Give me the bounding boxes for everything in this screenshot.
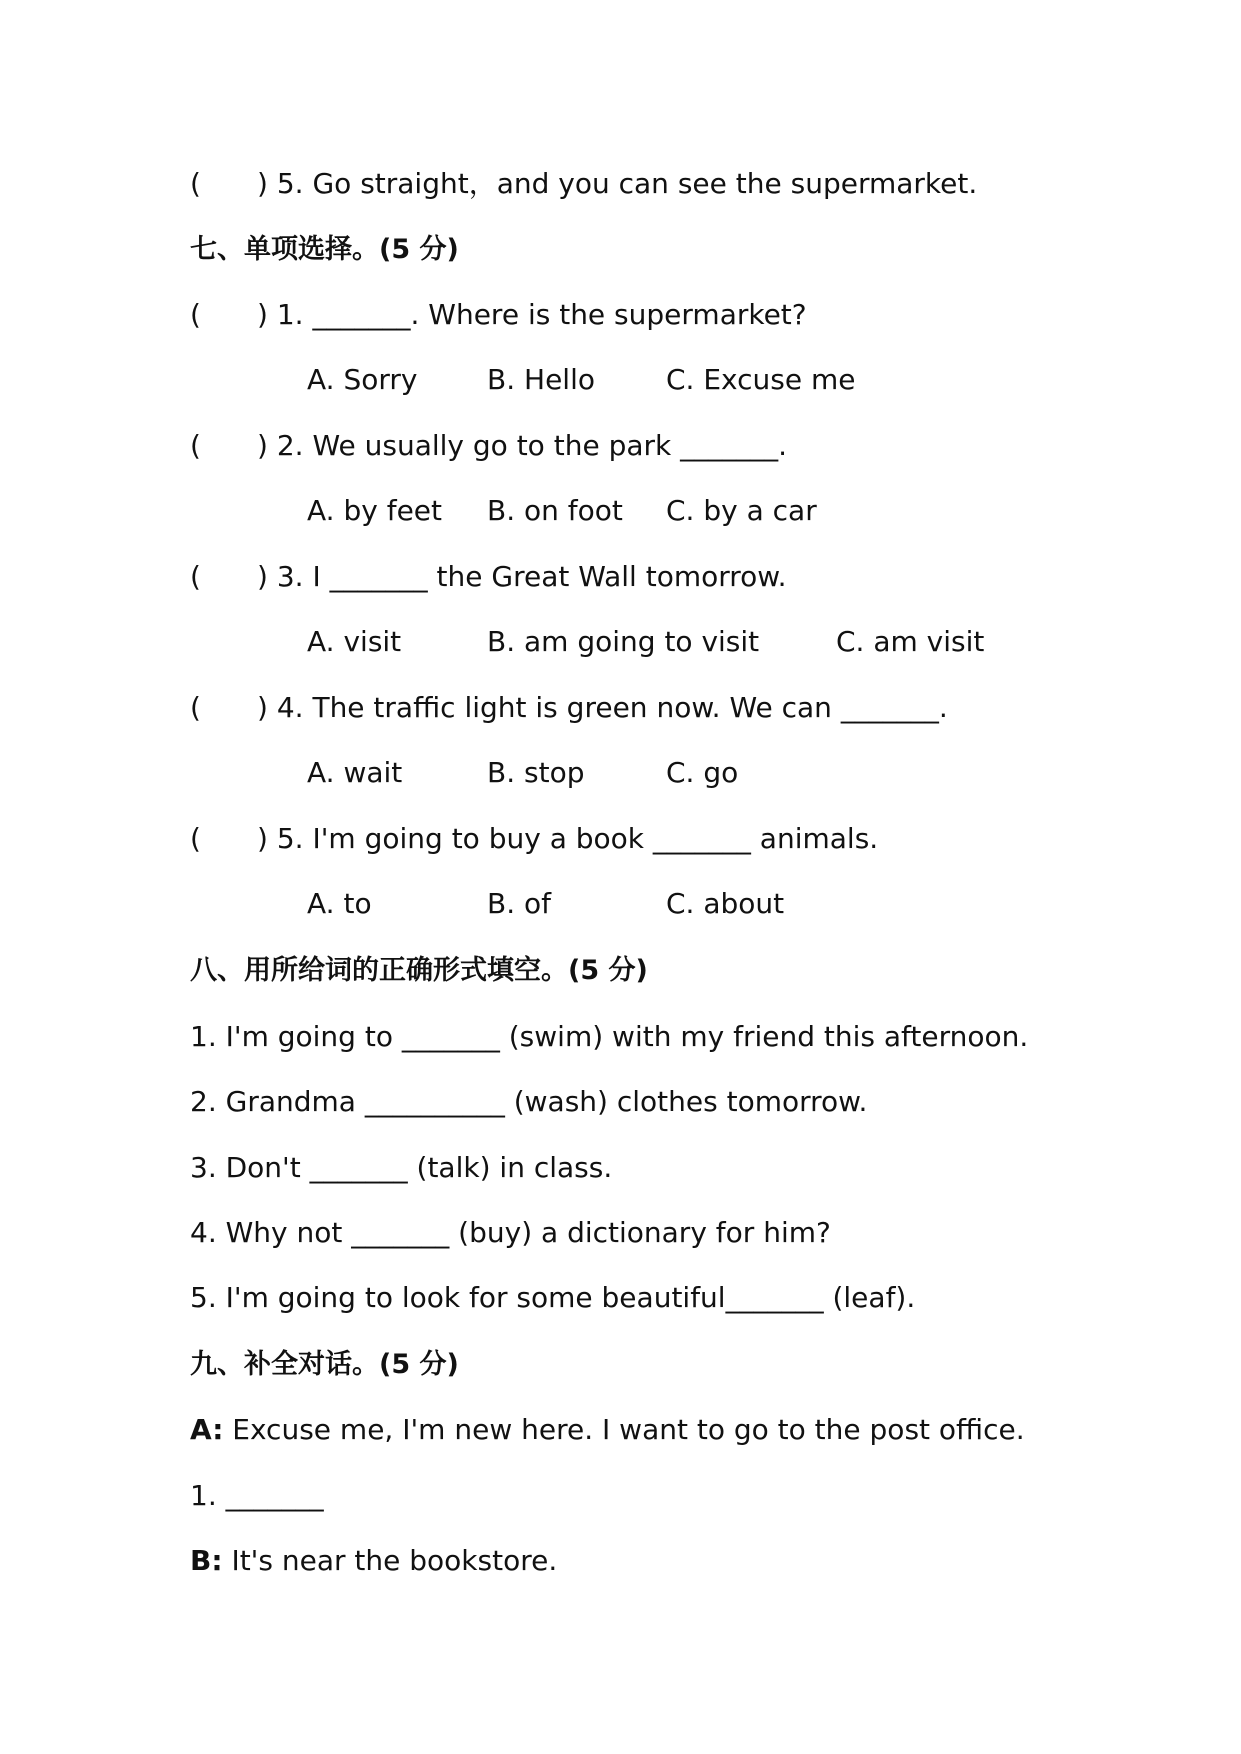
question-line [190,821,878,857]
option: A. by feet [307,494,442,527]
question-text: 3. I _______ the Great Wall tomorrow. [276,560,787,593]
section-7-title: 七、单项选择。(5 分) [190,234,459,265]
answer-bracket[interactable] [190,821,257,857]
option: C. Excuse me [666,363,856,396]
fill-item: 3. Don't _______ (talk) in class. [190,1151,613,1184]
option: B. of [487,887,551,920]
question-line [190,690,948,726]
answer-bracket[interactable] [190,428,257,464]
dialogue-line [190,1543,557,1579]
question-text: 2. We usually go to the park _______. [276,429,788,462]
question-line [190,297,807,333]
bracket-open: ( [190,822,201,855]
option: C. about [666,887,785,920]
bracket-close: ) [257,691,268,724]
option: C. am visit [836,625,985,658]
option: C. go [666,756,739,789]
bracket-open: ( [190,560,201,593]
option: A. Sorry [307,363,418,396]
question-line [190,166,977,202]
answer-bracket[interactable] [190,297,257,333]
section-8-title: 八、用所给词的正确形式填空。(5 分) [190,955,648,986]
option: B. stop [487,756,585,789]
dialogue-text: It's near the bookstore. [222,1544,558,1577]
bracket-open: ( [190,429,201,462]
bracket-close: ) [257,167,268,200]
question-text: 4. The traffic light is green now. We can _______. [276,691,948,724]
bracket-open: ( [190,298,201,331]
speaker: B: [190,1544,223,1577]
answer-bracket[interactable] [190,690,257,726]
fill-item: 2. Grandma __________ (wash) clothes tomorrow. [190,1085,868,1118]
question-text: 5. I'm going to buy a book _______ animals. [276,822,879,855]
dialogue-blank: 1. _______ [190,1479,324,1512]
answer-bracket[interactable] [190,559,257,595]
option: B. am going to visit [487,625,760,658]
question-text: 5. Go straight，and you can see the supermarket. [276,167,978,200]
bracket-close: ) [257,298,268,331]
option: C. by a car [666,494,817,527]
option: A. to [307,887,372,920]
speaker: A: [190,1413,224,1446]
option: B. on foot [487,494,623,527]
question-text: 1. _______. Where is the supermarket? [276,298,807,331]
question-line [190,559,787,595]
bracket-open: ( [190,691,201,724]
dialogue-line [190,1412,1025,1448]
option: A. wait [307,756,403,789]
option: A. visit [307,625,402,658]
dialogue-text: Excuse me, I'm new here. I want to go to the post office. [223,1413,1025,1446]
answer-bracket[interactable] [190,166,257,202]
bracket-close: ) [257,429,268,462]
section-9-title: 九、补全对话。(5 分) [190,1349,459,1380]
bracket-open: ( [190,167,201,200]
option: B. Hello [487,363,595,396]
bracket-close: ) [257,560,268,593]
fill-item: 1. I'm going to _______ (swim) with my friend this afternoon. [190,1020,1029,1053]
question-line [190,428,787,464]
bracket-close: ) [257,822,268,855]
fill-item: 4. Why not _______ (buy) a dictionary for him? [190,1216,831,1249]
fill-item: 5. I'm going to look for some beautiful_______ (leaf). [190,1281,916,1314]
